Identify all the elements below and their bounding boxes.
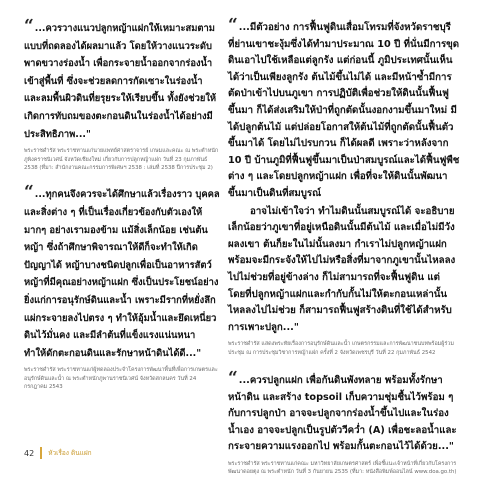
right-column — [228, 15, 460, 477]
quote-block-4 — [228, 368, 460, 477]
quote-attribution: พระราชดำรัส พระราชทานแก่คณะ มหาวิทยาลัยเกษตรศาสตร์ เพื่อชี้แนะเจ้าหน้าที่เกี่ยวกับโครงการพัฒนาดอยตุง ณ พระตำหนัก วันที่ 3 กันยายน 2535 (ที่มา: หนังสือพิมพ์ออนไลน์ www.doa.go.th) — [228, 461, 457, 476]
quote-block-3 — [228, 15, 460, 357]
page-footer — [24, 447, 92, 459]
quote-mark-icon: “ — [24, 16, 34, 36]
quote-text: “...ควรปลูกแฝก เพื่อกันดินพังทลาย พร้อมทั้งรักษาหน้าดิน และสร้าง topsoil เก็บความชุ่มชื้นไว้พร้อม ๆ กับการปลูกป่า อาจจะปลูกจากร่องน้ำขึ้นไปและในร่องน้ำเอง อาจจะปลูกเป็นรูปตัววีคว่ำ (A) เพื่อชะลอน้ำและกระจายความแรงออกไป พร้อมกั้นตะกอนไว้ได้ด้วย..." — [228, 368, 457, 453]
quote-attribution: พระราชดำรัส พระราชทานแก่ผู้ทดลองประจำโครงการพัฒนาพื้นที่เพื่อการเกษตรและอนุรักษ์ดินและน้ำ ณ พระตำหนักภูพานราชนิเวศน์ จังหวัดสกลนคร วันที่ 24 กรกฎาคม 2543 — [24, 367, 218, 391]
quote-mark-icon: “ — [228, 15, 238, 35]
footer-divider — [40, 447, 42, 459]
quote-paragraph-2: อาจไม่เข้าใจว่า ทำไมดินนั้นสมบูรณ์ได้ จะอธิบายเล็กน้อยว่าภูเขาที่อยู่เหนือดินนั้นมีต้นไม้ และเมื่อไม่มีวังผลงเขา ต้นก็ยะในไม่นั้นลงมา กำเราไม่ปลูกหญ้าแฝกพร้อมจะมีกระจังให้ไปไม่หรือสิ่งที่มาจากภูเขานั้นไหลลงไปไม่ช่วยที่อยู่ข้างล่าง ก็ไม่สามารถที่จะฟื้นฟูดิน แต่โดยที่ปลูกหญ้าแฝกและกำกับกั้นไม่ให้ตะกอนเหล่านั้นไหลลงไปไม่ช่วย ก็สามารถฟื้นฟูสร้างดินที่ใช้ได้สำหรับการเพาะปลูก..." — [228, 205, 456, 333]
left-column — [24, 16, 220, 392]
quote-mark-icon: “ — [228, 368, 238, 389]
page-number: 42 — [24, 448, 35, 458]
footer-title: หัวเรื่อง ดินแฝก — [48, 449, 92, 457]
quote-attribution: พระราชดำรัส แสดงพระทัยเรื่องการอนุรักษ์ดินและน้ำ เกษตรกรรมและการพัฒนาชนบทพร้อมผู้ร่วมประชุม ณ การประชุมวิชาการหญ้าแฝก ครั้งที่ 2 จังหวัดเพชรบุรี วันที่ 22 กุมภาพันธ์ 2542 — [228, 341, 454, 356]
quote-text: “...ควรวางแนวปลูกหญ้าแฝกให้เหมาะสมตามแบบที่ถดลองได้ผลมาแล้ว โดยให้วางแนวระดับพาดขวางร่องน้ำ เพื่อกระจายน้ำออกจากร่องน้ำเข้าสู่พื้นที่ ซึ่งจะช่วยลดการกัดเซาะในร่องน้ำ และลมพื้นผิวดินที่ยรุยระให้เรียบขึ้น ทั้งยังช่วยให้เกิดการทับถมของตะกอนดินในร่องน้ำได้อย่างมีประสิทธิภาพ..." — [24, 16, 217, 140]
quote-block-1 — [24, 16, 220, 172]
quote-attribution: พระราชดำรัส พระราชทานแก่นายแพทย์ศาสตราจารย์ เกษมและคณะ ณ พระตำหนักภูพิงคราชนิเวศน์ จังหวัดเชียงใหม่ เกี่ยวกับการปลูกหญ้าแฝก วันที่ 23 กุมภาพันธ์ 2538 (ที่มา: สำนักงานคณะกรรมการพิเศษฯ 2538 : เล่มที่ 2538 ปีการประชุม 2) — [24, 148, 219, 171]
quote-text: “...ทุกคนจึงควรจะได้ศึกษาแล้วเรื่องราว บุคคล และสิ่งต่าง ๆ ที่เป็นเรื่องเกี่ยวข้องกับตัวเองให้มากๆ อย่างเรามองข้าม แม้สิ่งเล็กน้อย เช่นต้นหญ้า ซึ่งถ้าศึกษาพิจารณาให้ดีก็จะทำให้เกิดปัญญาได้ หญ้าบางชนิดปลูกเพื่อเป็นอาหารสัตว์ หญ้าที่มีคุณอย่างหญ้าแฝก ซึ่งเป็นประโยชน์อย่างยิ่งแก่การอนุรักษ์ดินและน้ำ เพราะมีรากที่หยั่งลึก แผ่กระจายลงไปตรง ๆ ทำให้อุ้มน้ำและยึดเหนี่ยวดินไว้มั่นคง และมีลำต้นที่แข็งแรงแน่นหนา ทำให้ดักตะกอนดินและรักษาหน้าดินได้ดี..." — [24, 182, 220, 359]
quote-block-2 — [24, 182, 220, 391]
quote-text: “...มีตัวอย่าง การฟื้นฟูดินเสื่อมโทรมที่จังหวัดราชบุรี ที่ย่านเขาชะงุ้มซึ่งได้ทำมาประมาณ 10 ปี ที่นั่นมีการขุดดินเอาไปใช้เหลือแต่ลูกรัง แต่ก่อนนี้ ภูมิประเทศนั้นเห็นได้ว่าเป็นเพียงลูกรัง ต้นไม้ขึ้นไม่ได้ และมีหน้าซ้ำมีการตัดป่าเข้าไปบนภูเขา การปฏิบัติเพื่อช่วยให้ดินนั้นฟื้นฟูขึ้นมา ก็ได้ส่งเสริมให้ป่าที่ถูกตัดนั้นงอกงามขึ้นมาใหม่ มีได้ปลูกต้นไม้ แต่ปล่อยโอกาสให้ต้นไม้ที่ถูกตัดนั้นฟื้นตัวขึ้นมาได้ โดยไม่ไปรบกวน ก็ได้ผลดี เพราะว่าหลังจาก 10 ปี บ้านภูมิที่ฟื้นฟูขึ้นมาเป็นป่าสมบูรณ์และได้ฟื้นฟูพืชต่าง ๆ และโดยปลูกหญ้าแฝก เพื่อที่จะให้ดินนั้นพัฒนาขึ้นมาเป็นดินที่สมบูรณ์ อาจไม่เข้าใจว่า ทำไมดินนั้นสมบูรณ์ได้ จะอธิบายเล็กน้อยว่าภูเขาที่อยู่เหนือดินนั้นมีต้นไม้ และเมื่อไม่มีวังผลงเขา ต้นก็ยะในไม่นั้นลงมา กำเราไม่ปลูกหญ้าแฝกพร้อมจะมีกระจังให้ไปไม่หรือสิ่งที่มาจากภูเขานั้นไหลลงไปไม่ช่วยที่อยู่ข้างล่าง ก็ไม่สามารถที่จะฟื้นฟูดิน แต่โดยที่ปลูกหญ้าแฝกและกำกับกั้นไม่ให้ตะกอนเหล่านั้นไหลลงไปไม่ช่วย ก็สามารถฟื้นฟูสร้างดินที่ใช้ได้สำหรับการเพาะปลูก..." — [228, 20, 460, 336]
quote-mark-icon: “ — [24, 182, 34, 203]
